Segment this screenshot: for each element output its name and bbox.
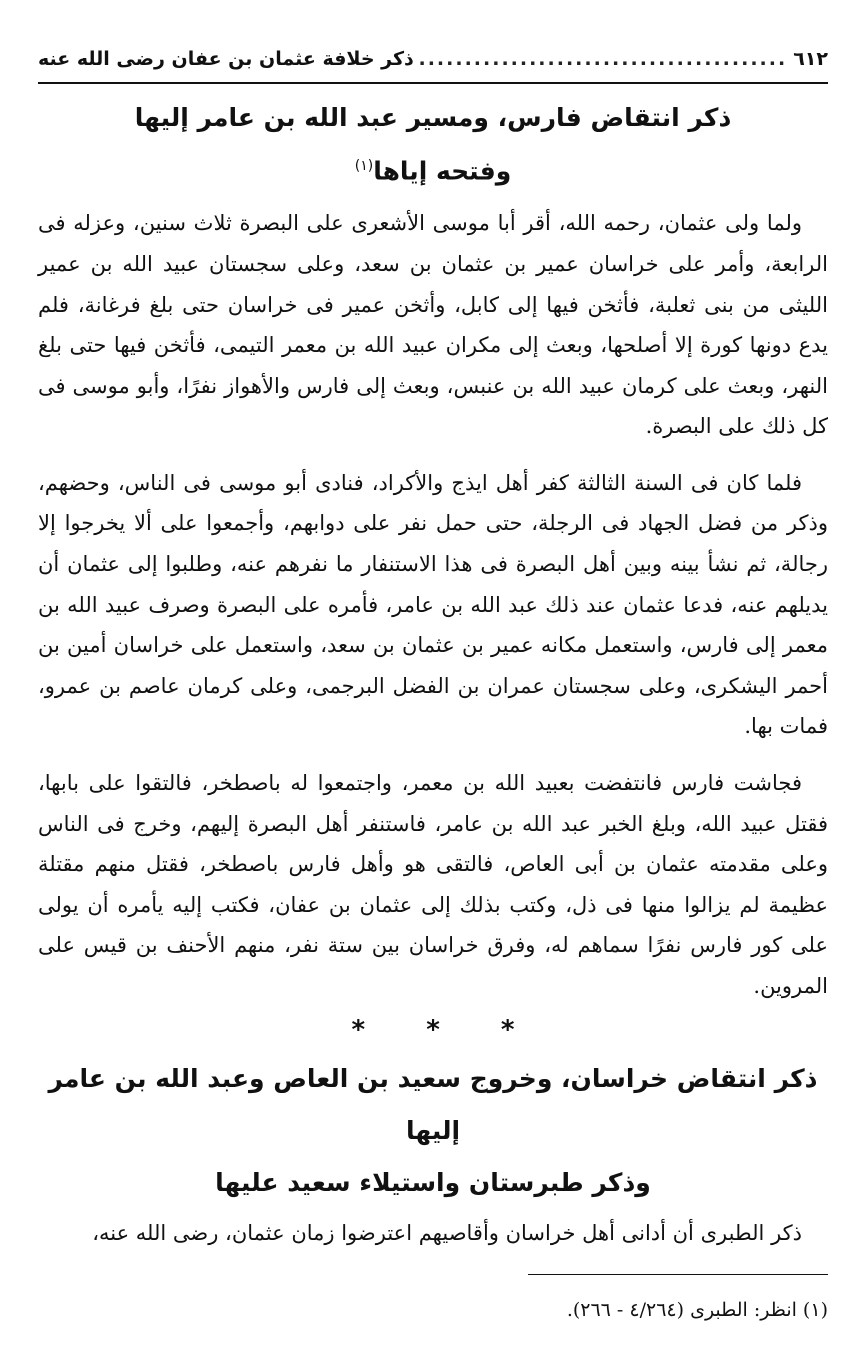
page-number: ٦١٢: [793, 48, 828, 70]
footnote-reference: (١): [354, 158, 374, 174]
paragraph-3: فجاشت فارس فانتفضت بعبيد الله بن معمر، واجتمعوا له باصطخر، فالتقوا على بابها، فقتل عبيد الله، وبلغ الخبر عبد الله بن عامر، فاستنفر أهل البصرة إليهم، وخرج فى الناس وعلى مقدمته عثمان بن أبى العاص، فالتقى هو وأهل فارس باصطخر، فقتل منهم مقتلة عظيمة لم يزالوا منها فى ذل، وكتب بذلك إلى عثمان بن عفان، فكتب إليه يأمره أن يولى على كور فارس نفرًا سماهم له، وفرق خراسان بين ستة نفر، منهم الأحنف بن قيس على المروين.: [38, 771, 828, 999]
paragraph-1: ولما ولى عثمان، رحمه الله، أقر أبا موسى الأشعرى على البصرة ثلاث سنين، وعزله فى الرابعة، وأمر على خراسان عمير بن عثمان بن سعد، وعلى سجستان عبيد الله بن عمير الليثى من بنى ثعلبة، فأثخن فيها إلى كابل، وأثخن عمير فى خراسان حتى بلغ فرغانة، فلم يدع دونها كورة إلا أصلحها، وبعث إلى مكران عبيد الله بن معمر التيمى، فأثخن فيها حتى بلغ النهر، وبعث على كرمان عبيد الله بن عنبس، وبعث إلى فارس والأهواز نفرًا، وأبو موسى فى كل ذلك على البصرة.: [38, 211, 828, 439]
paragraph-2: فلما كان فى السنة الثالثة كفر أهل ايذج والأكراد، فنادى أبو موسى فى الناس، وحضهم، وذكر من فضل الجهاد فى الرجلة، حتى حمل نفر على دوابهم، وأجمعوا على ألا يخرجوا إلا رجالة، ثم نشأ بينه وبين أهل البصرة فى هذا الاستنفار ما نفرهم عنه، وطلبوا إلى عثمان أن يديلهم عنه، فدعا عثمان عند ذلك عبد الله بن عامر، فأمره على البصرة وصرف عبيد الله بن معمر إلى فارس، واستعمل مكانه عمير بن عثمان بن سعد، واستعمل على خراسان أمين بن أحمر اليشكرى، وعلى سجستان عمران بن الفضل البرجمى، وعلى كرمان عاصم بن عمرو، فمات بها.: [38, 470, 828, 739]
section-title-1-line-2: [38, 142, 828, 195]
footnote-rule: [528, 1274, 828, 1275]
section-title-2-line-2: وذكر طبرستان واستيلاء سعيد عليها: [215, 1167, 651, 1197]
paragraph-4: ذكر الطبرى أن أدانى أهل خراسان وأقاصيهم اعترضوا زمان عثمان، رضى الله عنه،: [92, 1220, 802, 1245]
footnote: (١) انظر: الطبرى (٤/٢٦٤ - ٢٦٦).: [566, 1299, 828, 1321]
book-page: [38, 48, 828, 1348]
page-header: [38, 48, 828, 84]
section-separator: * * *: [351, 1014, 541, 1045]
section-title-1-line-2-text: وفتحه إياها: [373, 156, 512, 186]
section-title-2-line-1: ذكر انتقاض خراسان، وخروج سعيد بن العاص وعبد الله بن عامر إليها: [48, 1063, 818, 1145]
running-title: ذكر خلافة عثمان بن عفان رضى الله عنه: [38, 48, 414, 70]
section-title-1-line-1: ذكر انتقاض فارس، ومسير عبد الله بن عامر إليها: [134, 103, 732, 132]
leader-dots: [420, 48, 787, 70]
